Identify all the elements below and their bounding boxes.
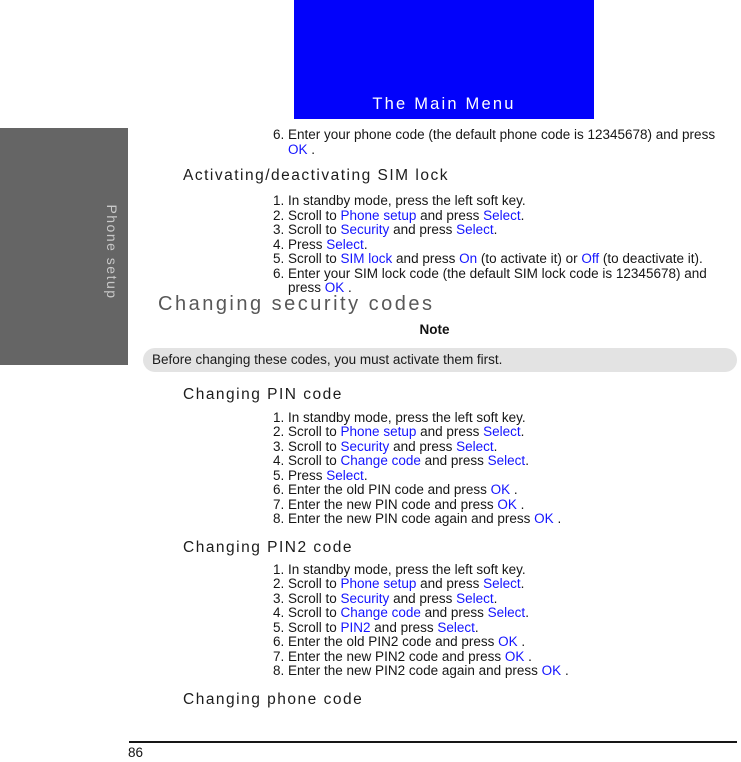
step-item: [273, 209, 728, 224]
step-text: .: [363, 236, 368, 252]
step-item: [273, 483, 728, 498]
note-label: Note: [419, 321, 450, 337]
phone-setup-link[interactable]: Phone setup: [340, 424, 417, 439]
select-link[interactable]: Select: [483, 576, 521, 591]
step-text: 6. Enter the old PIN code and press: [273, 482, 491, 497]
step-text: 3. Scroll to: [273, 590, 341, 606]
step-item: [273, 563, 728, 578]
select-link[interactable]: Select: [456, 438, 494, 454]
step-text: and press: [420, 453, 488, 468]
select-link[interactable]: Select: [456, 222, 494, 237]
step-text: 7. Enter the new PIN2 code and press: [273, 648, 505, 664]
phone-setup-link[interactable]: Phone setup: [340, 207, 417, 223]
pin2-link[interactable]: PIN2: [340, 619, 371, 635]
step-item: [273, 223, 728, 238]
step-item: [273, 128, 721, 157]
select-link[interactable]: Select: [326, 467, 364, 483]
step-text: and press: [392, 251, 460, 266]
step-text: (to deactivate it).: [599, 251, 703, 266]
step-item: [273, 498, 728, 513]
off-link[interactable]: Off: [581, 251, 600, 266]
ok-link[interactable]: OK: [504, 648, 525, 664]
step-item: [273, 592, 728, 607]
step-item: [273, 252, 728, 267]
step-item: [273, 621, 728, 636]
step-text: 7. Enter the new PIN code and press: [273, 496, 498, 512]
step-text: 8. Enter the new PIN code again and press: [273, 511, 535, 526]
step-text: .: [493, 438, 498, 454]
step-text: 6. Enter the old PIN2 code and press: [273, 634, 499, 649]
step-text: 2. Scroll to: [273, 576, 341, 591]
step-text: .: [520, 424, 525, 439]
step-text: .: [493, 222, 498, 237]
step-text: 4. Scroll to: [273, 453, 341, 468]
step-item: [273, 440, 728, 455]
select-link[interactable]: Select: [326, 236, 364, 252]
step-text: .: [525, 453, 529, 468]
step-text: .: [561, 663, 569, 678]
step-text: 5. Scroll to: [273, 619, 341, 635]
select-link[interactable]: Select: [456, 590, 494, 606]
step-item: [273, 469, 728, 484]
ok-link[interactable]: OK: [288, 141, 308, 157]
step-text: 8. Enter the new PIN2 code again and press: [273, 663, 542, 678]
step-text: .: [493, 590, 498, 606]
page-number: 86: [128, 745, 144, 760]
step-item: [273, 606, 728, 621]
security-link[interactable]: Security: [340, 438, 390, 454]
step-item: [273, 635, 728, 650]
select-link[interactable]: Select: [487, 453, 526, 468]
step-text: 1. In standby mode, press the left soft key.: [273, 409, 526, 425]
sim-lock-step-list: [273, 194, 728, 296]
section-heading-pin-code: Changing PIN code: [183, 385, 343, 403]
step-text: and press: [389, 438, 457, 454]
step-item: [273, 650, 728, 665]
step-text: .: [520, 576, 525, 591]
select-link[interactable]: Select: [483, 207, 521, 223]
step-text: and press: [370, 619, 438, 635]
step-text: .: [516, 496, 525, 512]
step-text: and press: [416, 576, 484, 591]
step-text: 4. Scroll to: [273, 605, 341, 620]
step-item: [273, 267, 728, 296]
pin2-step-list: [273, 563, 728, 679]
step-text: 1. In standby mode, press the left soft key.: [273, 193, 526, 208]
step-text: 3. Scroll to: [273, 438, 341, 454]
step-item: [273, 454, 728, 469]
ok-link[interactable]: OK: [497, 496, 517, 512]
ok-link[interactable]: OK: [541, 663, 562, 678]
step-text: and press: [389, 222, 457, 237]
step-item: [273, 194, 728, 209]
step-item: [273, 664, 728, 679]
select-link[interactable]: Select: [437, 619, 475, 635]
ok-link[interactable]: OK: [534, 511, 554, 526]
step-text: .: [474, 619, 479, 635]
step-item: [273, 411, 728, 426]
select-link[interactable]: Select: [487, 605, 526, 620]
step-text: 2. Scroll to: [273, 207, 341, 223]
ok-link[interactable]: OK: [490, 482, 511, 497]
section-heading-security-codes: Changing security codes: [158, 292, 435, 315]
step-text: 6. Enter your phone code (the default phone code is 12345678) and press: [273, 127, 716, 142]
step-text: 3. Scroll to: [273, 222, 341, 237]
step-text: .: [344, 280, 352, 295]
step-text: 2. Scroll to: [273, 424, 341, 439]
ok-link[interactable]: OK: [324, 280, 345, 295]
sim-lock-link[interactable]: SIM lock: [340, 251, 393, 266]
select-link[interactable]: Select: [483, 424, 521, 439]
banner-title: The Main Menu: [372, 95, 516, 113]
step-text: .: [307, 141, 316, 157]
step-text: .: [510, 482, 518, 497]
step-text: 5. Press: [273, 467, 327, 483]
step-text: (to activate it) or: [477, 251, 582, 266]
security-link[interactable]: Security: [340, 590, 390, 606]
note-pill: [143, 348, 737, 372]
security-link[interactable]: Security: [340, 222, 390, 237]
step-text: .: [363, 467, 368, 483]
step-text: .: [517, 634, 526, 649]
step-text: 5. Scroll to: [273, 251, 341, 266]
step-text: .: [525, 605, 529, 620]
intro-step-list: [273, 128, 721, 157]
step-text: .: [524, 648, 532, 664]
step-item: [273, 425, 728, 440]
step-text: 6. Enter your SIM lock code (the default SIM lock code is 12345678) and press: [273, 265, 707, 295]
change-code-link[interactable]: Change code: [340, 453, 421, 468]
step-text: and press: [416, 207, 484, 223]
step-text: and press: [420, 605, 488, 620]
step-text: .: [520, 207, 525, 223]
step-text: and press: [416, 424, 484, 439]
step-text: .: [553, 511, 562, 526]
step-item: [273, 512, 728, 527]
step-item: [273, 577, 728, 592]
step-text: 4. Press: [273, 236, 327, 252]
pin-step-list: [273, 411, 728, 527]
section-heading-phone-code: Changing phone code: [183, 690, 364, 708]
phone-setup-link[interactable]: Phone setup: [340, 576, 417, 591]
change-code-link[interactable]: Change code: [340, 605, 421, 620]
sidebar-label: Phone setup: [104, 204, 120, 300]
footer-divider: [129, 741, 737, 743]
section-heading-pin2-code: Changing PIN2 code: [183, 538, 354, 556]
note-text: Before changing these codes, you must activate them first.: [152, 351, 503, 367]
step-text: 1. In standby mode, press the left soft key.: [273, 561, 526, 577]
ok-link[interactable]: OK: [498, 634, 518, 649]
step-text: and press: [389, 590, 457, 606]
on-link[interactable]: On: [459, 251, 478, 266]
step-item: [273, 238, 728, 253]
section-heading-sim-lock: Activating/deactivating SIM lock: [183, 167, 449, 184]
